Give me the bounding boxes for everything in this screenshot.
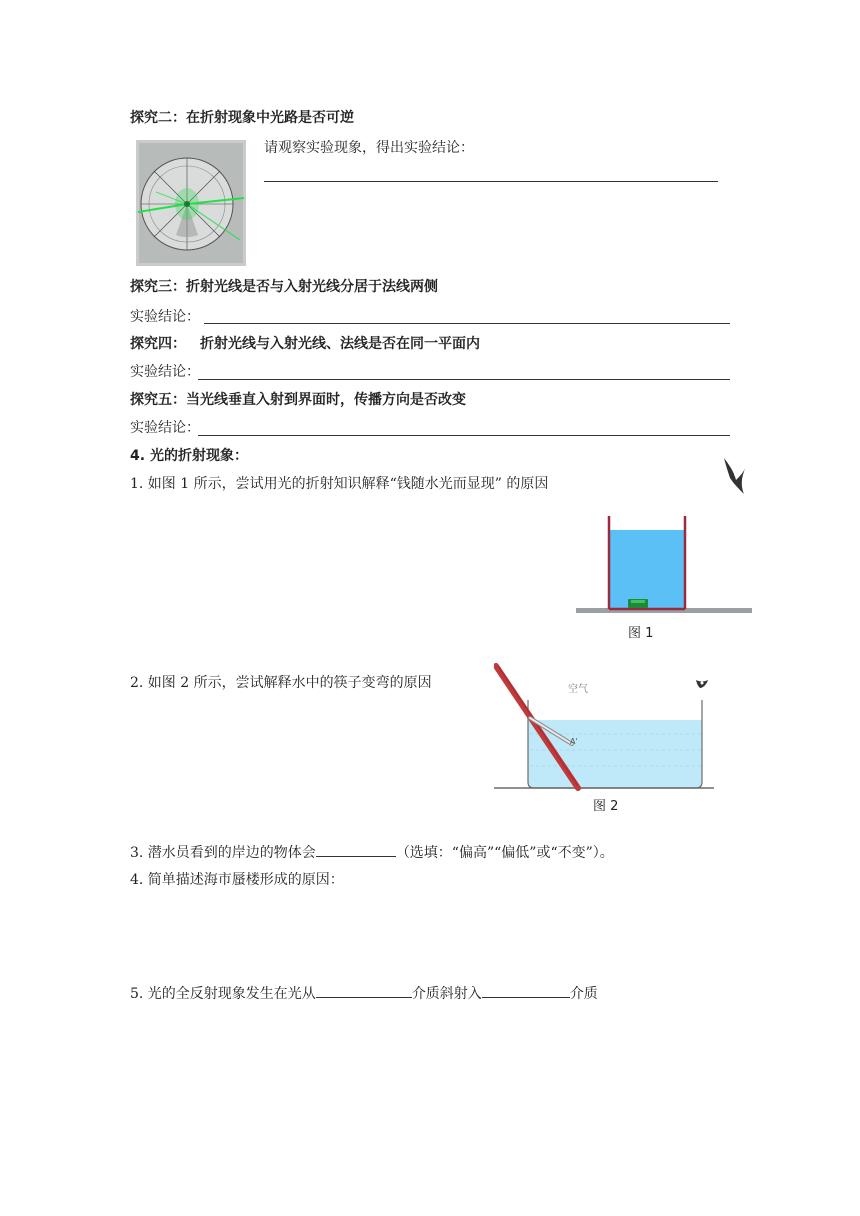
bent-chopstick-diagram bbox=[494, 660, 714, 794]
coin-in-water-diagram bbox=[574, 450, 756, 616]
part4-heading bbox=[130, 446, 248, 466]
image-point-label: A' bbox=[570, 737, 578, 746]
question-5-suffix: 介质 bbox=[569, 986, 598, 1002]
section5-conclusion-label: 实验结论： bbox=[130, 420, 200, 436]
protractor-laser-photo bbox=[136, 140, 246, 266]
question-5-middle: 介质斜射入 bbox=[411, 986, 482, 1002]
section2-prompt: 请观察实验现象，得出实验结论： bbox=[264, 140, 474, 156]
figure-2-caption: 图 2 bbox=[593, 799, 619, 814]
figure-1 bbox=[574, 450, 756, 616]
part4-heading-number: 4 bbox=[130, 448, 140, 464]
section4-heading: 折射光线与入射光线、法线是否在同一平面内 bbox=[200, 336, 480, 352]
question-1: 1. 如图 1 所示，尝试用光的折射知识解释“钱随水光而显现” 的原因 bbox=[130, 476, 549, 492]
section3-heading: 探究三：折射光线是否与入射光线分居于法线两侧 bbox=[130, 279, 438, 295]
question-3-prefix: 3. 潜水员看到的岸边的物体会 bbox=[130, 845, 316, 861]
question-5-blank-1[interactable] bbox=[316, 983, 412, 998]
air-label: 空气 bbox=[568, 684, 588, 695]
section2-answer-line[interactable] bbox=[264, 181, 718, 182]
section4-answer-line[interactable] bbox=[198, 379, 730, 380]
question-2: 2. 如图 2 所示，尝试解释水中的筷子变弯的原因 bbox=[130, 675, 432, 691]
section3-conclusion-label: 实验结论： bbox=[130, 309, 200, 325]
question-5 bbox=[130, 983, 598, 1004]
section2-heading: 探究二：在折射现象中光路是否可逆 bbox=[130, 110, 354, 126]
question-3-blank[interactable] bbox=[316, 842, 396, 857]
question-3 bbox=[130, 842, 614, 863]
question-5-prefix: 5. 光的全反射现象发生在光从 bbox=[130, 986, 316, 1002]
section4-conclusion-label: 实验结论： bbox=[130, 364, 200, 380]
section5-answer-line[interactable] bbox=[198, 435, 730, 436]
part4-heading-text: . 光的折射现象： bbox=[139, 448, 248, 464]
figure-1-caption: 图 1 bbox=[628, 626, 654, 641]
section3-answer-line[interactable] bbox=[204, 323, 730, 324]
figure-2 bbox=[494, 660, 714, 794]
protractor-laser-image bbox=[136, 140, 246, 266]
question-3-suffix: （选填：“偏高”“偏低”或“不变”）。 bbox=[395, 845, 614, 861]
section5-heading: 探究五：当光线垂直入射到界面时，传播方向是否改变 bbox=[130, 392, 466, 408]
section4-heading-prefix: 探究四： bbox=[130, 336, 186, 352]
question-5-blank-2[interactable] bbox=[482, 983, 570, 998]
question-4: 4. 简单描述海市蜃楼形成的原因： bbox=[130, 872, 344, 888]
